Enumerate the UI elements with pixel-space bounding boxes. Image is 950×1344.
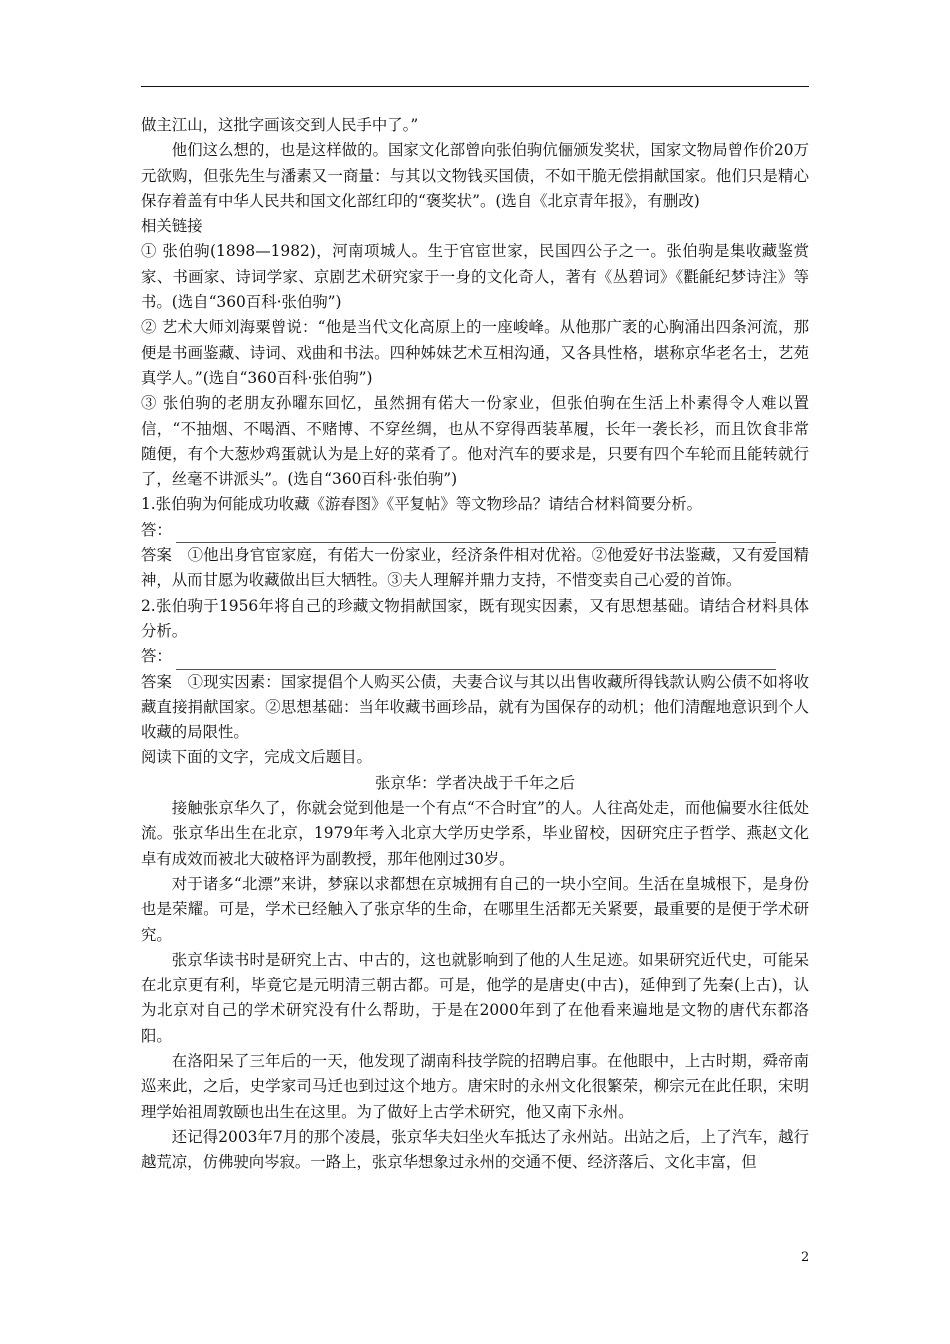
answer-blank-1 xyxy=(141,518,809,543)
question-2: 2.张伯驹于1956年将自己的珍藏文物捐献国家，既有现实因素，又有思想基础。请结合材料具体分析。 xyxy=(141,596,809,640)
answer-line xyxy=(176,526,776,543)
article-paragraph: 在洛阳呆了三年后的一天，他发现了湖南科技学院的招聘启事。在他眼中，上古时期，舜帝南巡来此，之后，史学家司马迁也到过这个地方。唐宋时的永州文化很繁荣，柳宗元在此任职，宋明理学始祖周敦颐也出生在这里。为了做好上古学术研究，他又南下永州。 xyxy=(141,1051,809,1121)
paragraph: 他们这么想的，也是这样做的。国家文化部曾向张伯驹伉俪颁发奖状，国家文物局曾作价20万元欲购，但张先生与潘素又一商量：与其以文物钱买国债，不如干脆无偿捐献国家。他们只是精心保存着盖有中华人民共和国文化部红印的“褒奖状”。(选自《北京青年报》，有删改) xyxy=(141,141,809,210)
answer-2: 答案 ①现实因素：国家提倡个人购买公债，夫妻合议与其以出售收藏所得钱款认购公债不如将收藏直接捐献国家。②思想基础：当年收藏书画珍品，就有为国保存的动机；他们清醒地意识到个人收藏的局限性。 xyxy=(141,672,809,742)
related-link-3: ③ 张伯驹的老朋友孙曜东回忆，虽然拥有偌大一份家业，但张伯驹在生活上朴素得令人难以置信，“不抽烟、不喝酒、不赌博、不穿丝绸，也从不穿得西装革履，长年一袭长衫，而且饮食非常随便，有个大葱炒鸡蛋就认为是上好的菜肴了。他对汽车的要求是，只要有四个车轮而且能转就行了，丝毫不讲派头”。(选自“360百科·张伯驹”) xyxy=(141,394,809,489)
page-content xyxy=(141,113,809,1175)
paragraph: 做主江山，这批字画该交到人民手中了。” xyxy=(141,116,419,134)
answer-1: 答案 ①他出身官宦家庭，有偌大一份家业，经济条件相对优裕。②他爱好书法鉴藏，又有爱国精神，从而甘愿为收藏做出巨大牺牲。③夫人理解并鼎力支持，不惜变卖自己心爱的首饰。 xyxy=(141,546,809,590)
related-link-1: ① 张伯驹(1898—1982)，河南项城人。生于官宦世家，民国四公子之一。张伯驹是集收藏鉴赏家、书画家、诗词学家、京剧艺术研究家于一身的文化奇人，著有《丛碧词》《氍毹纪梦诗注》等书。(选自“360百科·张伯驹”) xyxy=(141,242,809,312)
related-link-2: ② 艺术大师刘海粟曾说：“他是当代文化高原上的一座峻峰。从他那广袤的心胸涌出四条河流，那便是书画鉴藏、诗词、戏曲和书法。四种姊妹艺术互相沟通，又各具性格，堪称京华老名士，艺苑真学人。”(选自“360百科·张伯驹”) xyxy=(141,318,809,387)
question-1: 1.张伯驹为何能成功收藏《游春图》《平复帖》等文物珍品？请结合材料简要分析。 xyxy=(141,495,703,514)
article-paragraph: 对于诸多“北漂”来讲，梦寐以求都想在京城拥有自己的一块小空间。生活在皇城根下，是身份也是荣耀。可是，学术已经触入了张京华的生命，在哪里生活都无关紧要，最重要的是便于学术研究。 xyxy=(141,874,809,944)
reading-instruction: 阅读下面的文字，完成文后题目。 xyxy=(141,748,372,767)
article-title: 张京华：学者决战于千年之后 xyxy=(374,773,576,792)
article-paragraph: 还记得2003年7月的那个凌晨，张京华夫妇坐火车抵达了永州站。出站之后，上了汽车，越行越荒凉，仿佛驶向岑寂。一路上，张京华想象过永州的交通不便、经济落后、文化丰富，但 xyxy=(141,1127,809,1172)
answer-line xyxy=(176,653,776,670)
page-number: 2 xyxy=(801,1250,810,1265)
header-rule xyxy=(141,86,809,87)
answer-label: 答： xyxy=(141,520,172,539)
article-paragraph: 张京华读书时是研究上古、中古的，这也就影响到了他的人生足迹。如果研究近代史，可能呆在北京更有利，毕竟它是元明清三朝古都。可是，他学的是唐史(中古)，延伸到了先秦(上古)，认为北京对自己的学术研究没有什么帮助，于是在2000年到了在他看来遍地是文物的唐代东都洛阳。 xyxy=(141,950,809,1045)
section-heading-related-links: 相关链接 xyxy=(141,217,203,236)
article-paragraph: 接触张京华久了，你就会觉到他是一个有点“不合时宜”的人。人往高处走，而他偏要水往低处流。张京华出生在北京，1979年考入北京大学历史学系，毕业留校，因研究庄子哲学、燕赵文化卓有成效而被北大破格评为副教授，那年他刚过30岁。 xyxy=(141,799,809,868)
answer-blank-2 xyxy=(141,644,809,669)
answer-label: 答： xyxy=(141,647,172,666)
